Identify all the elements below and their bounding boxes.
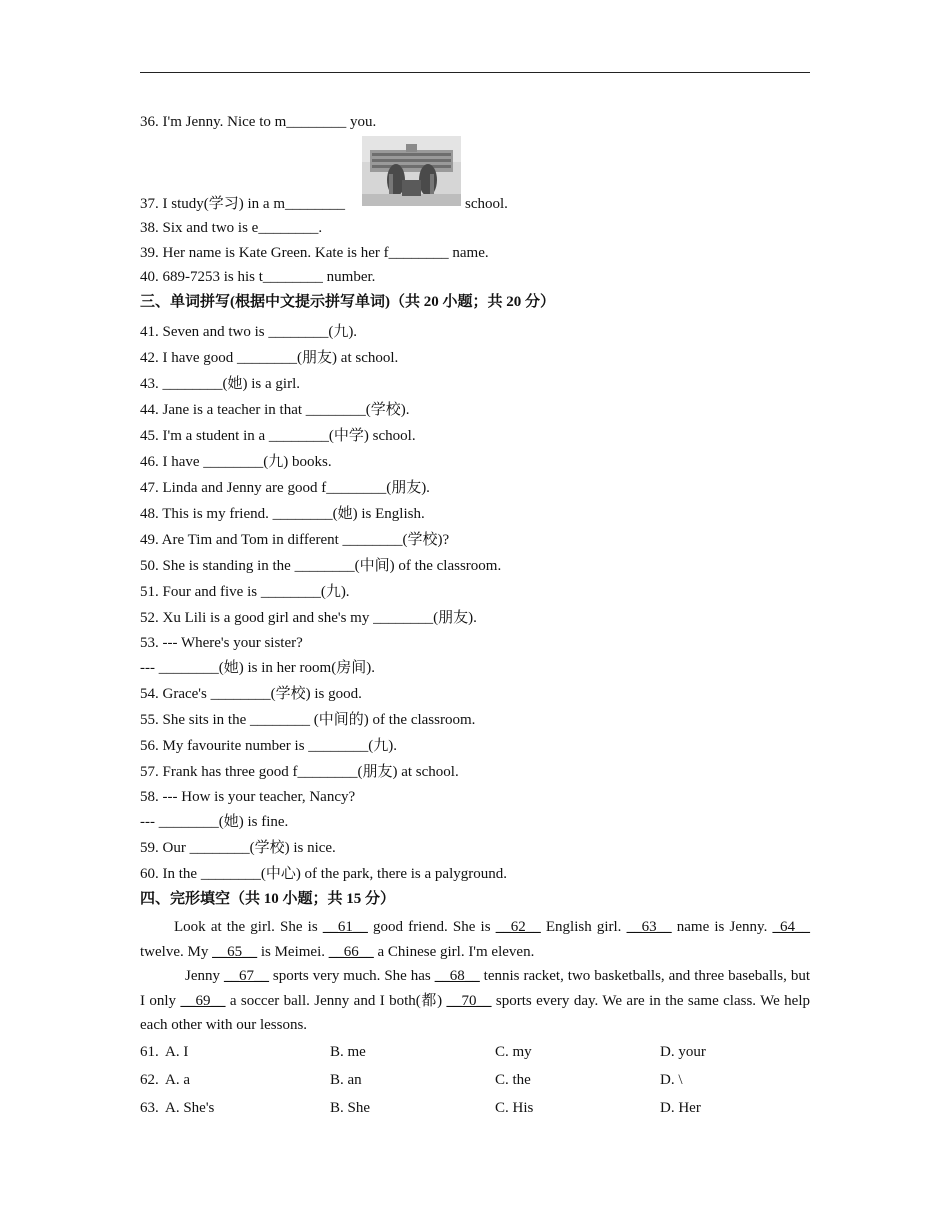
question-60: 60. In the ________(中心) of the park, there is a palyground.: [140, 866, 507, 882]
passage-text: tennis racket, two basketballs, and three baseballs, but I only: [140, 968, 811, 1009]
option-number: 61.: [140, 1044, 159, 1060]
question-56: 56. My favourite number is ________(九).: [140, 738, 398, 754]
question-53: 53. --- Where's your sister?: [140, 635, 303, 651]
passage-text: Look at the girl. She is: [174, 919, 323, 935]
question-57: 57. Frank has three good f________(朋友) at school.: [140, 764, 459, 780]
passage-text: Jenny: [185, 968, 224, 984]
question-36: 36. I'm Jenny. Nice to m________ you.: [140, 114, 377, 130]
option-b: B. She: [330, 1100, 371, 1116]
passage-text: sports every day. We are in the same class. We help each other with our lessons.: [140, 992, 811, 1033]
blank-61: __61__: [322, 919, 368, 935]
blank-64: _64__: [772, 919, 810, 935]
question-50: 50. She is standing in the ________(中间) of the classroom.: [140, 558, 502, 574]
blank-62: __62__: [495, 919, 541, 935]
question-38: 38. Six and two is e________.: [140, 220, 323, 236]
blank-63: __63__: [626, 919, 672, 935]
question-37-suffix: school.: [465, 196, 508, 212]
option-d: D. \: [660, 1072, 683, 1088]
option-d: D. your: [660, 1044, 706, 1060]
option-b: B. an: [330, 1072, 362, 1088]
passage-text: a Chinese girl. I'm eleven.: [373, 943, 535, 960]
question-47: 47. Linda and Jenny are good f________(朋友).: [140, 480, 430, 496]
blank-66: __66__: [328, 943, 374, 960]
question-58: 58. --- How is your teacher, Nancy?: [140, 789, 356, 805]
question-49: 49. Are Tim and Tom in different ________(学校)?: [140, 532, 450, 548]
blank-67: __67__: [223, 968, 269, 984]
passage-text: is Meimei.: [257, 943, 329, 960]
question-39: 39. Her name is Kate Green. Kate is her f________ name.: [140, 245, 489, 261]
option-number: 63.: [140, 1100, 159, 1116]
cloze-paragraph-1: [140, 915, 810, 964]
option-number: 62.: [140, 1072, 159, 1088]
question-44: 44. Jane is a teacher in that ________(学校).: [140, 402, 410, 418]
question-43: 43. ________(她) is a girl.: [140, 376, 300, 392]
school-gate-image: [362, 136, 461, 206]
question-55: 55. She sits in the ________ (中间的) of the classroom.: [140, 712, 476, 728]
question-41: 41. Seven and two is ________(九).: [140, 324, 358, 340]
option-d: D. Her: [660, 1100, 701, 1116]
passage-text: English girl.: [540, 919, 627, 935]
option-a: A. I: [165, 1044, 189, 1060]
question-42: 42. I have good ________(朋友) at school.: [140, 350, 399, 366]
question-53-answer: --- ________(她) is in her room(房间).: [140, 660, 375, 676]
question-51: 51. Four and five is ________(九).: [140, 584, 350, 600]
passage-text: good friend. She is: [367, 919, 496, 935]
question-46: 46. I have ________(九) books.: [140, 454, 332, 470]
section-4-heading: 四、完形填空（共 10 小题；共 15 分）: [140, 891, 396, 907]
passage-text: sports very much. She has: [268, 968, 435, 984]
question-40: 40. 689-7253 is his t________ number.: [140, 269, 376, 285]
question-54: 54. Grace's ________(学校) is good.: [140, 686, 362, 702]
passage-text: name is Jenny.: [671, 919, 773, 935]
passage-text: a soccer ball. Jenny and I both(都): [225, 992, 447, 1009]
blank-69: __69__: [180, 992, 226, 1009]
section-3-heading: 三、单词拼写(根据中文提示拼写单词)（共 20 小题；共 20 分）: [140, 294, 555, 310]
option-c: C. my: [495, 1044, 532, 1060]
passage-text: twelve. My: [140, 943, 213, 960]
school-photo: [362, 136, 461, 206]
question-52: 52. Xu Lili is a good girl and she's my ________(朋友).: [140, 610, 477, 626]
question-37: [140, 195, 508, 213]
question-59: 59. Our ________(学校) is nice.: [140, 840, 336, 856]
blank-68: __68__: [434, 968, 480, 984]
header-rule: [140, 72, 810, 73]
blank-65: __65__: [212, 943, 258, 960]
blank-70: __70__: [446, 992, 492, 1009]
option-a: A. a: [165, 1072, 190, 1088]
question-58-answer: --- ________(她) is fine.: [140, 814, 289, 830]
question-45: 45. I'm a student in a ________(中学) school.: [140, 428, 416, 444]
question-37-prefix: 37. I study(学习) in a m________: [140, 196, 345, 212]
option-c: C. His: [495, 1100, 534, 1116]
option-c: C. the: [495, 1072, 531, 1088]
question-48: 48. This is my friend. ________(她) is English.: [140, 506, 425, 522]
option-a: A. She's: [165, 1100, 215, 1116]
option-b: B. me: [330, 1044, 366, 1060]
cloze-paragraph-2: [140, 964, 810, 1038]
